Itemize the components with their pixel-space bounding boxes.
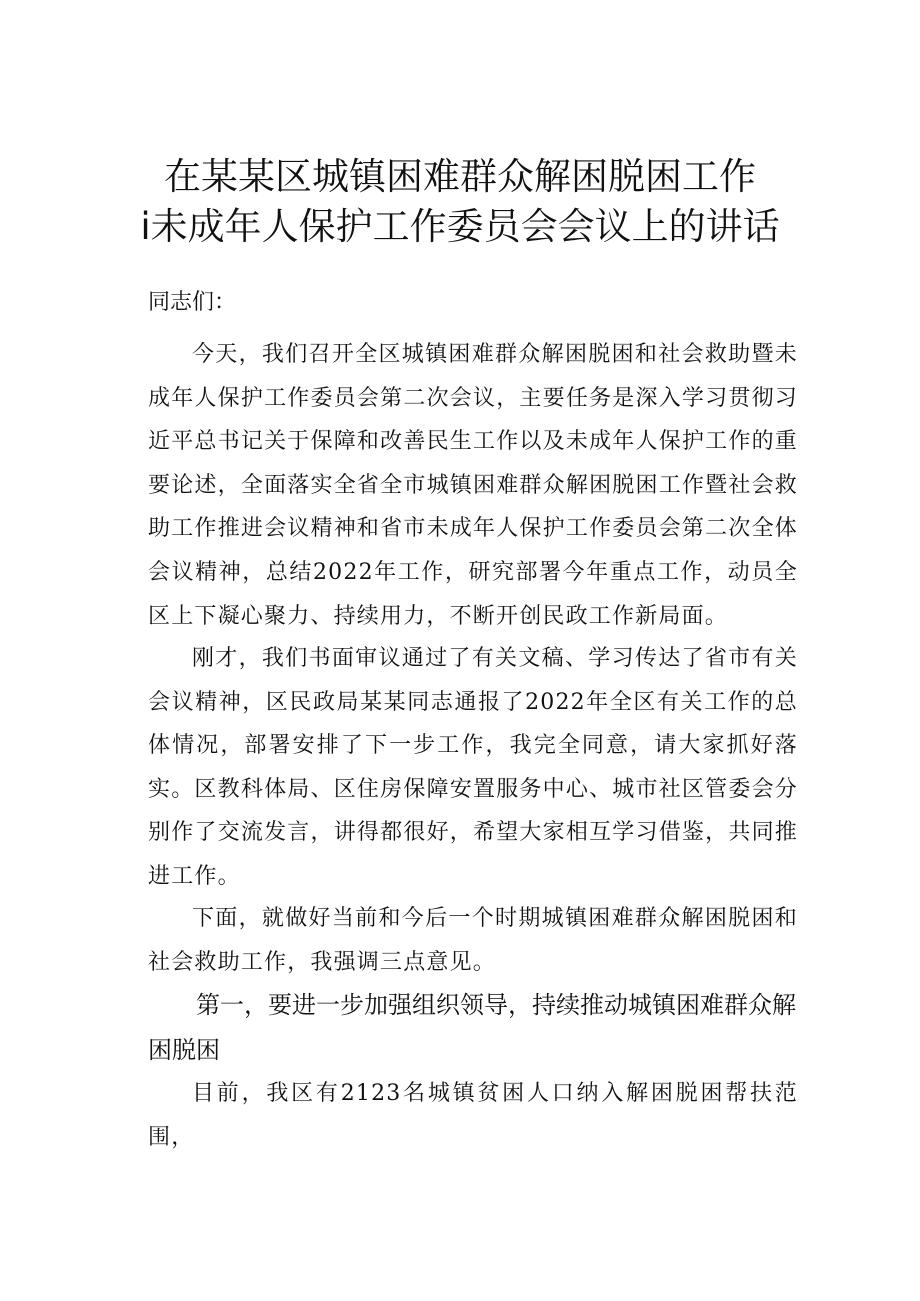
paragraph-3: 下面，就做好当前和今后一个时期城镇困难群众解困脱困和社会救助工作，我强调三点意见。 (148, 906, 798, 975)
title-line-2: i未成年人保护工作委员会会议上的讲话 (140, 205, 780, 248)
salutation: 同志们： (148, 290, 237, 315)
paragraph-1: 今天，我们召开全区城镇困难群众解困脱困和社会救助暨未成年人保护工作委员会第二次会议，主要任务是深入学习贯彻习近平总书记关于保障和改善民生工作以及未成年人保护工作的重要论述，全面落实全省全市城镇困难群众解困脱困工作暨社会救助工作推进会议精神和省市未成年人保护工作委员会第二次全体会议精神，总结2022年工作，研究部署今年重点工作，动员全区上下凝心聚力、持续用力，不断开创民政工作新局面。 (148, 342, 798, 629)
paragraph-4: 目前，我区有2123名城镇贫困人口纳入解困脱困帮扶范围， (148, 1081, 798, 1150)
section-heading-1: 第一，要进一步加强组织领导，持续推动城镇困难群众解困脱困 (148, 991, 796, 1064)
title-line-1: 在某某区城镇困难群众解困脱困工作 (164, 155, 756, 198)
paragraph-2: 刚才，我们书面审议通过了有关文稿、学习传达了省市有关会议精神，区民政局某某同志通报了2022年全区有关工作的总体情况，部署安排了下一步工作，我完全同意，请大家抓好落实。区教科体局、区住房保障安置服务中心、城市社区管委会分别作了交流发言，讲得都很好，希望大家相互学习借鉴，共同推进工作。 (148, 646, 798, 889)
